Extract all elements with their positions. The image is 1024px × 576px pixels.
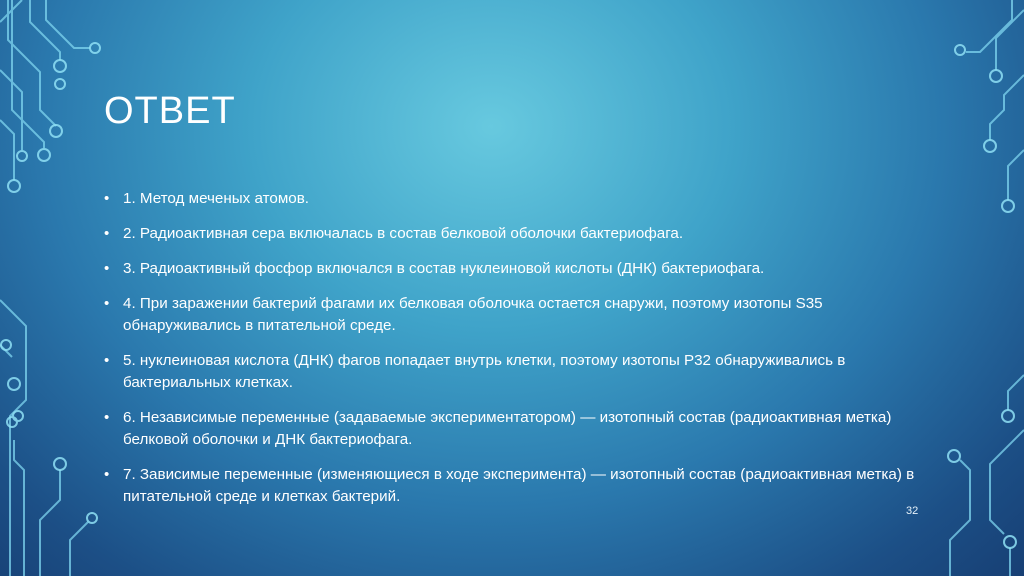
bullet-item bbox=[104, 407, 924, 451]
bullet-dot-icon: • bbox=[104, 260, 110, 277]
bullet-dot-icon: • bbox=[104, 225, 110, 242]
bullet-text: 3. Радиоактивный фосфор включался в состав нуклеиновой кислоты (ДНК) бактериофага. bbox=[123, 260, 765, 277]
bullet-text: 4. При заражении бактерий фагами их белковая оболочка остается снаружи, поэтому изотопы S35 обнаруживались в питательной среде. bbox=[123, 295, 823, 334]
bullet-item bbox=[104, 464, 924, 508]
page-number: 32 bbox=[906, 505, 919, 517]
bullet-text: 5. нуклеиновая кислота (ДНК) фагов попадает внутрь клетки, поэтому изотопы P32 обнаруживались в бактериальных клетках. bbox=[123, 352, 846, 391]
bullet-item bbox=[104, 188, 924, 210]
bullet-item bbox=[104, 223, 924, 245]
bullet-text: 2. Радиоактивная сера включалась в состав белковой оболочки бактериофага. bbox=[123, 225, 684, 242]
bullet-dot-icon: • bbox=[104, 295, 110, 312]
bullet-item bbox=[104, 293, 924, 337]
bullet-text: 1. Метод меченых атомов. bbox=[123, 190, 310, 207]
bullet-text: 6. Независимые переменные (задаваемые экспериментатором) — изотопный состав (радиоактивная метка) белковой оболочки и ДНК бактериофага. bbox=[123, 409, 892, 448]
bullet-dot-icon: • bbox=[104, 190, 110, 207]
bullet-item bbox=[104, 258, 924, 280]
bullet-dot-icon: • bbox=[104, 409, 110, 426]
bullet-item bbox=[104, 350, 924, 394]
bullet-text: 7. Зависимые переменные (изменяющиеся в ходе эксперимента) — изотопный состав (радиоактивная метка) в питательной среде и клетках бактерий. bbox=[123, 466, 915, 505]
slide-title: ОТВЕТ bbox=[104, 90, 236, 132]
bullet-dot-icon: • bbox=[104, 466, 110, 483]
bullet-list bbox=[104, 188, 924, 521]
bullet-dot-icon: • bbox=[104, 352, 110, 369]
